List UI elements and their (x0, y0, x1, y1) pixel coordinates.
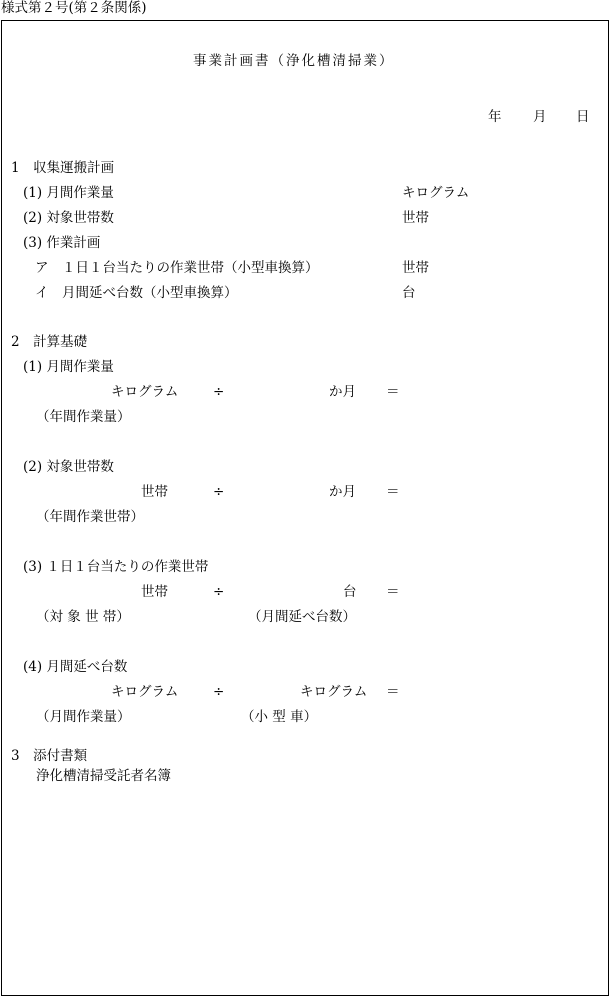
calc3-divide-sign: ÷ (213, 584, 225, 600)
date-day-label: 日 (576, 109, 590, 125)
calc4-label: (4) 月間延べ台数 (23, 659, 128, 675)
date-month-label: 月 (533, 109, 547, 125)
s1-item2-label: (2) 対象世帯数 (23, 210, 114, 226)
s1-item3a-label: ア １日１台当たりの作業世帯（小型車換算） (35, 260, 319, 276)
calc3-caption-right: （月間延べ台数） (248, 609, 356, 625)
calc1-label: (1) 月間作業量 (23, 359, 114, 375)
calc1-equals-sign: ＝ (386, 384, 400, 400)
calc1-right-unit: か月 (329, 384, 356, 400)
calc4-caption-right: （小 型 車） (241, 709, 318, 725)
s1-item1-unit: キログラム (402, 185, 470, 201)
calc4-equals-sign: ＝ (386, 684, 400, 700)
s1-item3b-unit: 台 (402, 285, 416, 301)
calc3-right-unit: 台 (343, 584, 357, 600)
calc4-left-unit: キログラム (111, 684, 179, 700)
calc3-label: (3) １日１台当たりの作業世帯 (23, 559, 209, 575)
s1-item3-label: (3) 作業計画 (23, 235, 101, 251)
s1-item2-unit: 世帯 (402, 210, 429, 226)
calc3-left-unit: 世帯 (141, 584, 168, 600)
calc1-divide-sign: ÷ (213, 384, 225, 400)
calc2-label: (2) 対象世帯数 (23, 459, 114, 475)
section3-heading: 3 添付書類 (11, 748, 88, 764)
calc4-right-unit: キログラム (300, 684, 368, 700)
calc2-equals-sign: ＝ (386, 484, 400, 500)
calc4-divide-sign: ÷ (213, 684, 225, 700)
form-number-label: 様式第２号(第２条関係) (1, 0, 147, 16)
calc2-left-unit: 世帯 (141, 484, 168, 500)
s1-item1-label: (1) 月間作業量 (23, 185, 114, 201)
calc4-caption-left: （月間作業量） (36, 709, 131, 725)
s1-item3a-unit: 世帯 (402, 260, 429, 276)
calc3-caption-left: （対 象 世 帯） (36, 609, 130, 625)
section2-heading: 2 計算基礎 (11, 334, 88, 350)
attachment-item: 浄化槽清掃受託者名簿 (36, 768, 171, 784)
calc3-equals-sign: ＝ (386, 584, 400, 600)
s1-item3b-label: イ 月間延べ台数（小型車換算） (35, 285, 238, 301)
section1-heading: 1 収集運搬計画 (11, 160, 115, 176)
document-title: 事業計画書（浄化槽清掃業） (193, 53, 395, 69)
calc2-divide-sign: ÷ (213, 484, 225, 500)
calc2-caption: （年間作業世帯） (36, 509, 144, 525)
calc1-caption: （年間作業量） (36, 409, 131, 425)
date-year-label: 年 (488, 109, 502, 125)
calc2-right-unit: か月 (329, 484, 356, 500)
calc1-left-unit: キログラム (111, 384, 179, 400)
